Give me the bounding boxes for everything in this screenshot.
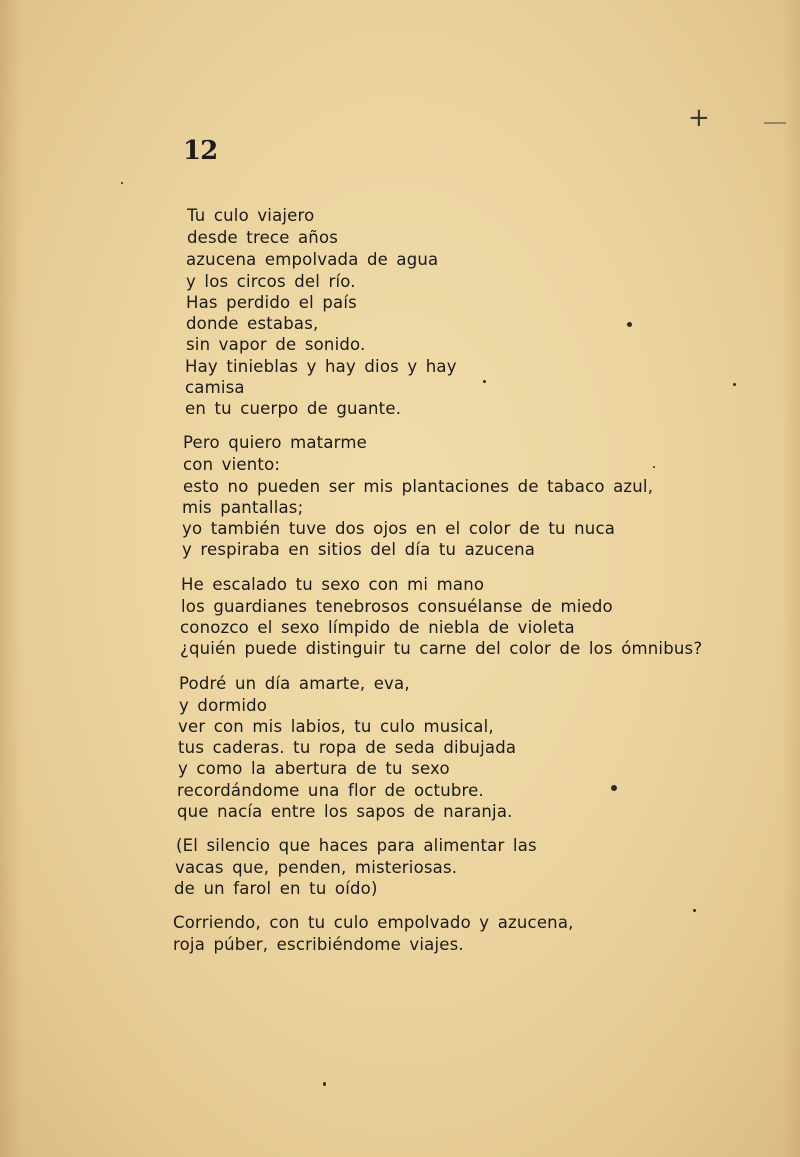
paper-speck (733, 383, 736, 386)
poem-line: mis pantallas; (182, 498, 304, 517)
paper-speck (121, 182, 123, 184)
poem-line: donde estabas, (186, 314, 319, 333)
poem-line: roja púber, escribiéndome viajes. (173, 935, 464, 954)
poem-line: conozco el sexo límpido de niebla de violeta (180, 618, 575, 637)
page-number: 12 (183, 136, 218, 166)
poem-line: Has perdido el país (186, 293, 357, 312)
poem-line: (El silencio que haces para alimentar las (176, 836, 537, 855)
poem-line: con viento: (183, 455, 281, 474)
poem-line: Hay tinieblas y hay dios y hay (185, 357, 457, 376)
poem-line: y respiraba en sitios del día tu azucena (182, 540, 536, 559)
poem-line: Pero quiero matarme (183, 433, 367, 452)
poem-line: vacas que, penden, misteriosas. (175, 858, 458, 877)
poem-line: yo también tuve dos ojos en el color de tu nuca (182, 519, 616, 538)
poem-line: en tu cuerpo de guante. (185, 399, 402, 418)
poem-line: los guardianes tenebrosos consuélanse de miedo (181, 597, 613, 616)
poem-line: desde trece años (187, 228, 339, 247)
poem-line: camisa (185, 378, 245, 397)
poem-line: y como la abertura de tu sexo (178, 759, 450, 778)
poem-line: He escalado tu sexo con mi mano (181, 575, 485, 594)
margin-mark-cross: + (688, 103, 710, 133)
poem-line: Podré un día amarte, eva, (179, 674, 410, 693)
paper-speck (627, 322, 632, 327)
poem-line: y los circos del río. (186, 272, 356, 291)
poem-line: de un farol en tu oído) (174, 879, 378, 898)
paper-speck (653, 466, 655, 468)
poem-line: Tu culo viajero (187, 206, 315, 225)
paper-speck (323, 1082, 326, 1086)
poem-line: Corriendo, con tu culo empolvado y azucena, (173, 913, 574, 932)
poem-line: azucena empolvada de agua (186, 250, 439, 269)
paper-speck (483, 380, 486, 383)
poem-line: tus caderas. tu ropa de seda dibujada (178, 738, 517, 757)
poem-line: ver con mis labios, tu culo musical, (178, 717, 494, 736)
paper-speck (693, 909, 696, 912)
poem-line: y dormido (179, 696, 268, 715)
poem-line: esto no pueden ser mis plantaciones de tabaco azul, (183, 477, 654, 496)
poem-line: recordándome una flor de octubre. (177, 781, 484, 800)
poem-line: sin vapor de sonido. (186, 335, 366, 354)
poem-line: ¿quién puede distinguir tu carne del color de los ómnibus? (180, 639, 703, 658)
poem-line: que nacía entre los sapos de naranja. (177, 802, 513, 821)
paper-speck (611, 785, 617, 791)
